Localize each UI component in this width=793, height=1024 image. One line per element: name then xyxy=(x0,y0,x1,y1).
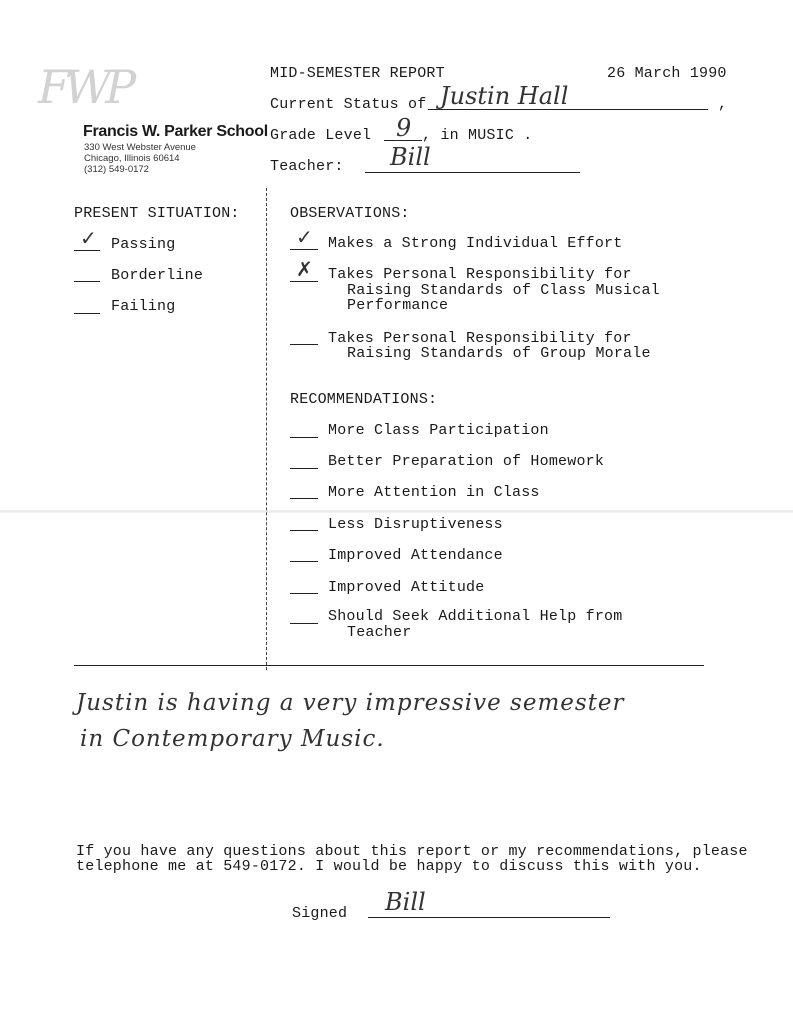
student-name: Justin Hall xyxy=(440,82,569,110)
school-phone: (312) 549-0172 xyxy=(84,164,149,175)
recommendation-3-label: More Attention in Class xyxy=(328,484,540,501)
school-address xyxy=(84,142,196,175)
recommendation-4-blank xyxy=(290,530,318,531)
recommendation-1-label: More Class Participation xyxy=(328,422,549,439)
observation-1-blank xyxy=(290,249,318,250)
address-line-2: Chicago, Illinois 60614 xyxy=(84,153,180,164)
borderline-label: Borderline xyxy=(111,267,204,284)
status-comma: , xyxy=(718,96,728,113)
observation-1-check-mark: ✓ xyxy=(296,225,313,249)
present-situation-heading: PRESENT SITUATION: xyxy=(74,205,240,222)
teacher-comment-line-2: in Contemporary Music. xyxy=(80,726,385,752)
signature-line xyxy=(368,917,610,918)
section-divider-rule xyxy=(74,665,704,666)
observation-1-label: Makes a Strong Individual Effort xyxy=(328,235,623,252)
failing-blank xyxy=(74,313,100,314)
passing-blank xyxy=(74,250,100,251)
observation-2-line-1: Takes Personal Responsibility for xyxy=(328,266,632,283)
column-divider xyxy=(266,188,267,670)
observation-3-line-1: Takes Personal Responsibility for xyxy=(328,330,632,347)
passing-label: Passing xyxy=(111,236,176,253)
grade-value: 9 xyxy=(396,114,412,142)
recommendation-4-label: Less Disruptiveness xyxy=(328,516,503,533)
footer-signature: Bill xyxy=(385,888,426,916)
observation-3-blank xyxy=(290,344,318,345)
observation-2-line-3: Performance xyxy=(347,297,449,314)
observations-heading: OBSERVATIONS: xyxy=(290,205,410,222)
recommendation-5-label: Improved Attendance xyxy=(328,547,503,564)
borderline-blank xyxy=(74,281,100,282)
recommendation-3-blank xyxy=(290,498,318,499)
recommendation-7-line-2: Teacher xyxy=(347,624,412,641)
recommendation-7-blank xyxy=(290,623,318,624)
school-name: Francis W. Parker School xyxy=(83,123,268,140)
address-line-1: 330 West Webster Avenue xyxy=(84,142,196,153)
footer-text-line-2: telephone me at 549-0172. I would be happy to discuss this with you. xyxy=(76,858,702,875)
school-logo: FWP xyxy=(38,60,131,114)
recommendation-6-blank xyxy=(290,593,318,594)
teacher-label: Teacher: xyxy=(270,158,344,175)
recommendation-2-label: Better Preparation of Homework xyxy=(328,453,605,470)
teacher-signature: Bill xyxy=(390,143,431,171)
status-label: Current Status of xyxy=(270,96,427,113)
recommendation-6-label: Improved Attitude xyxy=(328,579,485,596)
grade-label: Grade Level xyxy=(270,127,372,144)
signed-label: Signed xyxy=(292,905,348,922)
report-title: MID-SEMESTER REPORT xyxy=(270,65,445,82)
report-date: 26 March 1990 xyxy=(607,65,727,82)
recommendation-1-blank xyxy=(290,437,318,438)
grade-subject: , in MUSIC . xyxy=(422,127,533,144)
passing-check-mark: ✓ xyxy=(80,226,97,250)
paper-fold-crease xyxy=(0,510,793,513)
observation-3-line-2: Raising Standards of Group Morale xyxy=(347,345,651,362)
failing-label: Failing xyxy=(111,298,176,315)
observation-2-x-mark: ✗ xyxy=(296,257,313,281)
recommendation-2-blank xyxy=(290,468,318,469)
footer-text-line-1: If you have any questions about this report or my recommendations, please xyxy=(76,843,748,860)
teacher-line xyxy=(365,172,580,173)
observation-2-blank xyxy=(290,281,318,282)
recommendation-7-line-1: Should Seek Additional Help from xyxy=(328,608,623,625)
recommendation-5-blank xyxy=(290,561,318,562)
recommendations-heading: RECOMMENDATIONS: xyxy=(290,391,438,408)
teacher-comment-line-1: Justin is having a very impressive semester xyxy=(76,690,625,716)
observation-2-line-2: Raising Standards of Class Musical xyxy=(347,282,660,299)
